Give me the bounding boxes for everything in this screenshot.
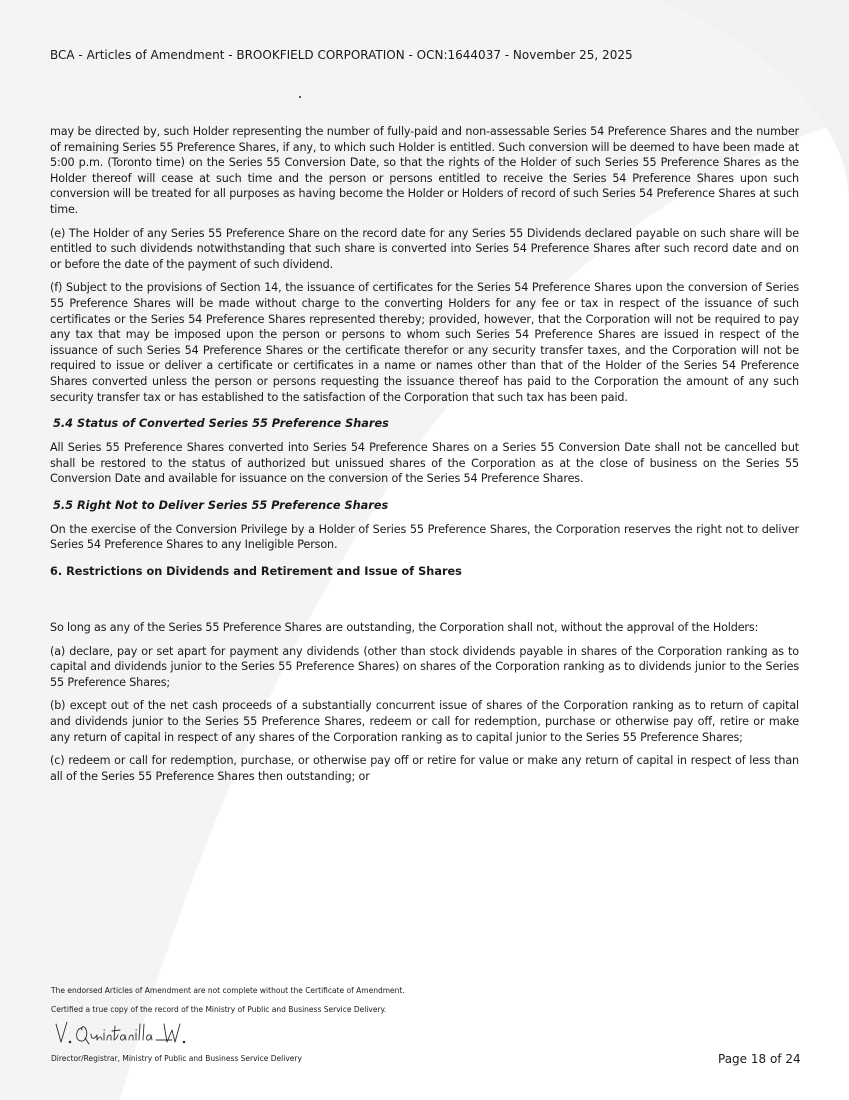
paragraph-e: (e) The Holder of any Series 55 Preference Share on the record date for any Series 55 Dividends declared payable on such share will be entitled to such dividends notwithstanding that such share is converted into Series 54 Preference Shares after such record date and on or before the date of the payment of such dividend.	[50, 226, 799, 271]
paragraph-6c: (c) redeem or call for redemption, purchase, or otherwise pay off or retire for value or make any return of capital in respect of less than all of the Series 55 Preference Shares then outstanding; or	[50, 754, 799, 783]
paragraph-conversion-continued: may be directed by, such Holder representing the number of fully-paid and non-assessable Series 54 Preference Shares and the number of remaining Series 55 Preference Shares, if any, to which such Holder is entitled. Such conversion will be deemed to have been made at 5:00 p.m. (Toronto time) on the Series 55 Conversion Date, so that the rights of the Holder of such Series 55 Preference Shares as the Holder thereof will cease at such time and the person or persons entitled to receive the Series 54 Preference Shares upon such conversion will be treated for all purposes as having become the Holder or Holders of record of such Series 54 Preference Shares at such time.	[50, 125, 799, 216]
stray-mark	[299, 96, 301, 98]
heading-5-4: 5.4 Status of Converted Series 55 Preference Shares	[53, 417, 389, 431]
paragraph-5-4: All Series 55 Preference Shares converted into Series 54 Preference Shares on a Series 55 Conversion Date shall not be cancelled but shall be restored to the status of authorized but unissued shares of the Corporation as at the close of business on the Series 55 Conversion Date and available for issuance on the conversion of the Series 54 Preference Shares.	[50, 441, 799, 486]
paragraph-5-5: On the exercise of the Conversion Privilege by a Holder of Series 55 Preference Shares, the Corporation reserves the right not to deliver Series 54 Preference Shares to any Ineligible Person.	[50, 522, 799, 552]
footer-signer-title: Director/Registrar, Ministry of Public and Business Service Delivery	[51, 1054, 302, 1063]
heading-5-5: 5.5 Right Not to Deliver Series 55 Preference Shares	[53, 498, 389, 512]
paragraph-6-intro: So long as any of the Series 55 Preference Shares are outstanding, the Corporation shall not, without the approval of the Holders:	[50, 621, 759, 635]
footer-note-certified-copy: Certified a true copy of the record of the Ministry of Public and Business Service Delivery.	[51, 1005, 387, 1014]
heading-section-6: 6. Restrictions on Dividends and Retirement and Issue of Shares	[50, 565, 462, 579]
page-number: Page 18 of 24	[718, 1052, 801, 1066]
paragraph-6a: (a) declare, pay or set apart for payment any dividends (other than stock dividends payable in shares of the Corporation ranking as to capital and dividends junior to the Series 55 Preference Shares) on shares of the Corporation ranking as to dividends junior to the Series 55 Preference Shares;	[50, 644, 799, 689]
document-body	[50, 124, 799, 792]
signature-image	[54, 1018, 204, 1048]
paragraph-6b: (b) except out of the net cash proceeds of a substantially concurrent issue of shares of the Corporation ranking as to return of capital and dividends junior to the Series 55 Preference Shares, redeem or call for redemption, purchase or otherwise pay off, retire or make any return of capital in respect of any shares of the Corporation ranking as to capital junior to the Series 55 Preference Shares;	[50, 699, 799, 744]
paragraph-f: (f) Subject to the provisions of Section 14, the issuance of certificates for the Series 54 Preference Shares upon the conversion of Series 55 Preference Shares will be made without charge to the converting Holders for any fee or tax in respect of the issuance of such certificates or the Series 54 Preference Shares represented thereby; provided, however, that the Corporation will not be required to pay any tax that may be imposed upon the person or persons to whom such Series 54 Preference Shares are issued in respect of the issuance of such Series 54 Preference Shares or the certificate therefor or any security transfer taxes, and the Corporation will not be required to issue or deliver a certificate or certificates in a name or names other than that of the Holder of the Series 54 Preference Shares converted unless the person or persons requesting the issuance thereof has paid to the Corporation the amount of any such security transfer tax or has established to the satisfaction of the Corporation that such tax has been paid.	[50, 281, 799, 404]
footer-note-certificate: The endorsed Articles of Amendment are not complete without the Certificate of Amendment.	[51, 986, 405, 995]
document-header: BCA - Articles of Amendment - BROOKFIELD CORPORATION - OCN:1644037 - November 25, 2025	[50, 48, 633, 62]
